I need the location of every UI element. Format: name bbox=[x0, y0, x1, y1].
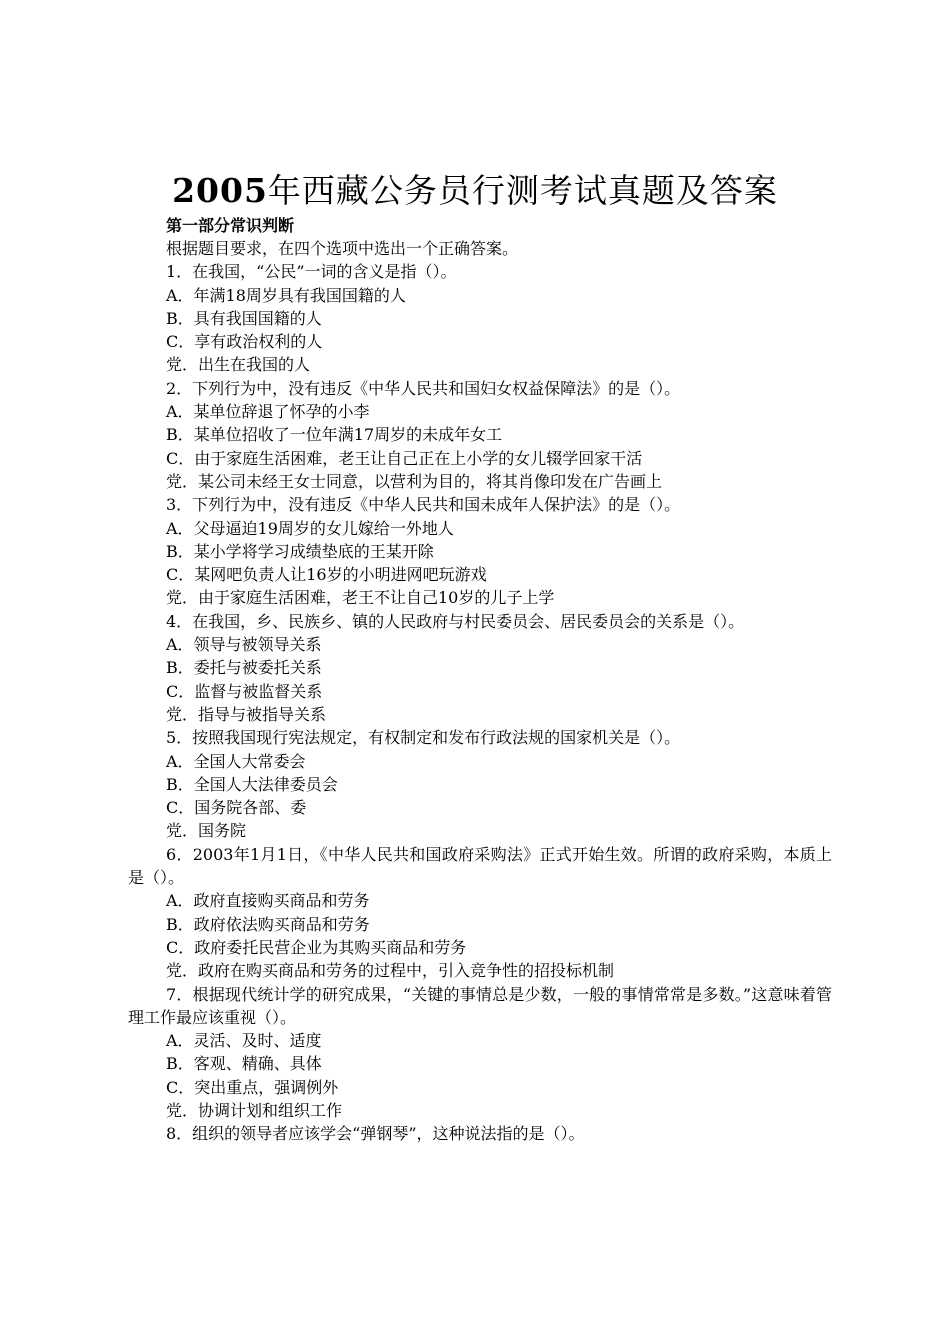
question-6-stem: 6．2003年1月1日，《中华人民共和国政府采购法》正式开始生效。所谓的政府采购，本质上是（）。 bbox=[128, 844, 832, 888]
question-1-option-d: 党．出生在我国的人 bbox=[166, 355, 311, 375]
question-3-option-d: 党．由于家庭生活困难，老王不让自己10岁的儿子上学 bbox=[166, 588, 555, 608]
question-2-option-d: 党．某公司未经王女士同意，以营利为目的，将其肖像印发在广告画上 bbox=[166, 471, 663, 491]
question-7-option-c: C．突出重点，强调例外 bbox=[166, 1077, 339, 1097]
question-7-option-d: 党．协调计划和组织工作 bbox=[166, 1100, 343, 1120]
question-5-stem: 5．按照我国现行宪法规定，有权制定和发布行政法规的国家机关是（）。 bbox=[166, 728, 681, 748]
question-7-stem: 7．根据现代统计学的研究成果，“关键的事情总是少数，一般的事情常常是多数。”这意味着管理工作最应该重视（）。 bbox=[128, 984, 832, 1027]
question-5-option-c: C．国务院各部、委 bbox=[166, 798, 307, 818]
question-6-option-c: C．政府委托民营企业为其购买商品和劳务 bbox=[166, 937, 467, 957]
question-2-option-a: A．某单位辞退了怀孕的小李 bbox=[166, 402, 370, 422]
title-year: 2005 bbox=[172, 171, 268, 210]
question-4-stem: 4．在我国，乡、民族乡、镇的人民政府与村民委员会、居民委员会的关系是（）。 bbox=[166, 611, 745, 631]
title-text: 年西藏公务员行测考试真题及答案 bbox=[267, 171, 778, 210]
question-4-option-a: A．领导与被领导关系 bbox=[166, 635, 322, 655]
question-2-option-c: C．由于家庭生活困难，老王让自己正在上小学的女儿辍学回家干活 bbox=[166, 448, 643, 468]
question-8-stem: 8．组织的领导者应该学会“弹钢琴”，这种说法指的是（）。 bbox=[166, 1124, 585, 1144]
question-6-option-d: 党．政府在购买商品和劳务的过程中，引入竞争性的招投标机制 bbox=[166, 961, 615, 981]
question-2-option-b: B．某单位招收了一位年满17周岁的未成年女工 bbox=[166, 425, 503, 445]
question-1-option-a: A．年满18周岁具有我国国籍的人 bbox=[166, 285, 406, 305]
instruction-text: 根据题目要求，在四个选项中选出一个正确答案。 bbox=[166, 239, 519, 258]
question-3-stem: 3．下列行为中，没有违反《中华人民共和国未成年人保护法》的是（）。 bbox=[166, 495, 681, 515]
question-7-option-a: A．灵活、及时、适度 bbox=[166, 1031, 322, 1051]
question-5-option-b: B．全国人大法律委员会 bbox=[166, 774, 338, 794]
question-5-option-a: A．全国人大常委会 bbox=[166, 751, 306, 771]
question-5-option-d: 党．国务院 bbox=[166, 821, 247, 841]
question-3-option-a: A．父母逼迫19周岁的女儿嫁给一外地人 bbox=[166, 518, 454, 538]
document-title bbox=[0, 168, 950, 214]
question-6-option-a: A．政府直接购买商品和劳务 bbox=[166, 891, 370, 911]
question-4-option-d: 党．指导与被指导关系 bbox=[166, 704, 327, 724]
question-3-option-c: C．某网吧负责人让16岁的小明进网吧玩游戏 bbox=[166, 565, 487, 585]
question-6-option-b: B．政府依法购买商品和劳务 bbox=[166, 914, 370, 934]
section-heading: 第一部分常识判断 bbox=[166, 216, 295, 235]
question-2-stem: 2．下列行为中，没有违反《中华人民共和国妇女权益保障法》的是（）。 bbox=[166, 378, 681, 398]
question-3-option-b: B．某小学将学习成绩垫底的王某开除 bbox=[166, 541, 434, 561]
question-1-option-b: B．具有我国国籍的人 bbox=[166, 308, 322, 328]
question-1-option-c: C．享有政治权利的人 bbox=[166, 332, 323, 352]
question-4-option-b: B．委托与被委托关系 bbox=[166, 658, 322, 678]
question-1-stem: 1．在我国，“公民”一词的含义是指（）。 bbox=[166, 262, 457, 282]
question-4-option-c: C．监督与被监督关系 bbox=[166, 681, 323, 701]
document-body bbox=[128, 214, 832, 1146]
question-7-option-b: B．客观、精确、具体 bbox=[166, 1054, 322, 1074]
